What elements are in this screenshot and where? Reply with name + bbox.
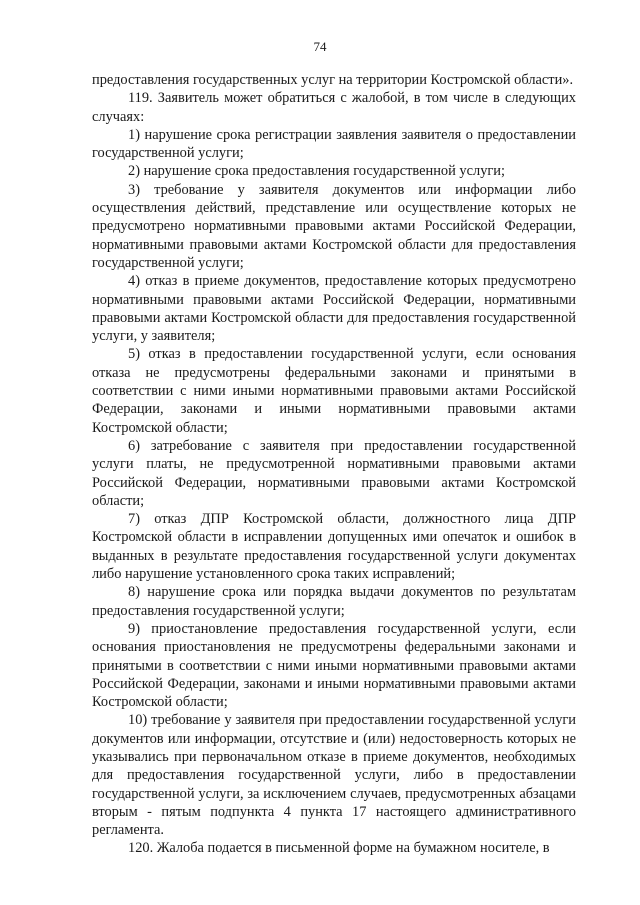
paragraph: 4) отказ в приеме документов, предоставление которых предусмотрено нормативными правовыми актами Российской Федерации, нормативными правовыми актами Костромской области для предоставления государственной услуги, у заявителя; [92,273,576,345]
paragraph: 119. Заявитель может обратиться с жалобой, в том числе в следующих случаях: [92,90,576,125]
paragraph: предоставления государственных услуг на территории Костромской области». [92,72,574,88]
page-number: 74 [313,39,327,54]
paragraph: 8) нарушение срока или порядка выдачи документов по результатам предоставления государственной услуги; [92,584,576,619]
paragraph: 1) нарушение срока регистрации заявления заявителя о предоставлении государственной услуги; [92,126,576,162]
paragraph: 10) требование у заявителя при предоставлении государственной услуги документов или информации, отсутствие и (или) недостоверность которых не указывались при первоначальном отказе в приеме документов, необходимых для предоставления государственной услуги, либо в предоставлении государственной услуги, за исключением случаев, предусмотренных абзацами вторым - пятым подпункта 4 пункта 17 настоящего административного регламента. [92,712,576,839]
paragraph: 9) приостановление предоставления государственной услуги, если основания приостановления не предусмотрены федеральными законами и принятыми в соответствии с ними иными нормативными правовыми актами Российской Федерации, законами и иными нормативными правовыми актами Костромской области; [92,620,576,711]
paragraph: 7) отказ ДПР Костромской области, должностного лица ДПР Костромской области в исправлении допущенных ими опечаток и ошибок в выданных в результате предоставления государственной услуги документах либо нарушение установленного срока таких исправлений; [92,511,576,583]
paragraph: 2) нарушение срока предоставления государственной услуги; [128,163,505,180]
paragraph: 5) отказ в предоставлении государственной услуги, если основания отказа не предусмотрены федеральными законами и принятыми в соответствии с ними иными нормативными правовыми актами Российской Федерации, законами и иными нормативными правовыми актами Костромской области; [92,346,576,436]
paragraph: 6) затребование с заявителя при предоставлении государственной услуги платы, не предусмотренной нормативными правовыми актами Российской Федерации, нормативными правовыми актами Костромской области; [92,437,576,509]
document-body [92,71,576,858]
paragraph: 3) требование у заявителя документов или информации либо осуществления действий, представление или осуществление которых не предусмотрено нормативными правовыми актами Российской Федерации, нормативными правовыми актами Костромской области для предоставления государственной услуги; [92,181,576,271]
paragraph: 120. Жалоба подается в письменной форме на бумажном носителе, в [128,840,550,857]
